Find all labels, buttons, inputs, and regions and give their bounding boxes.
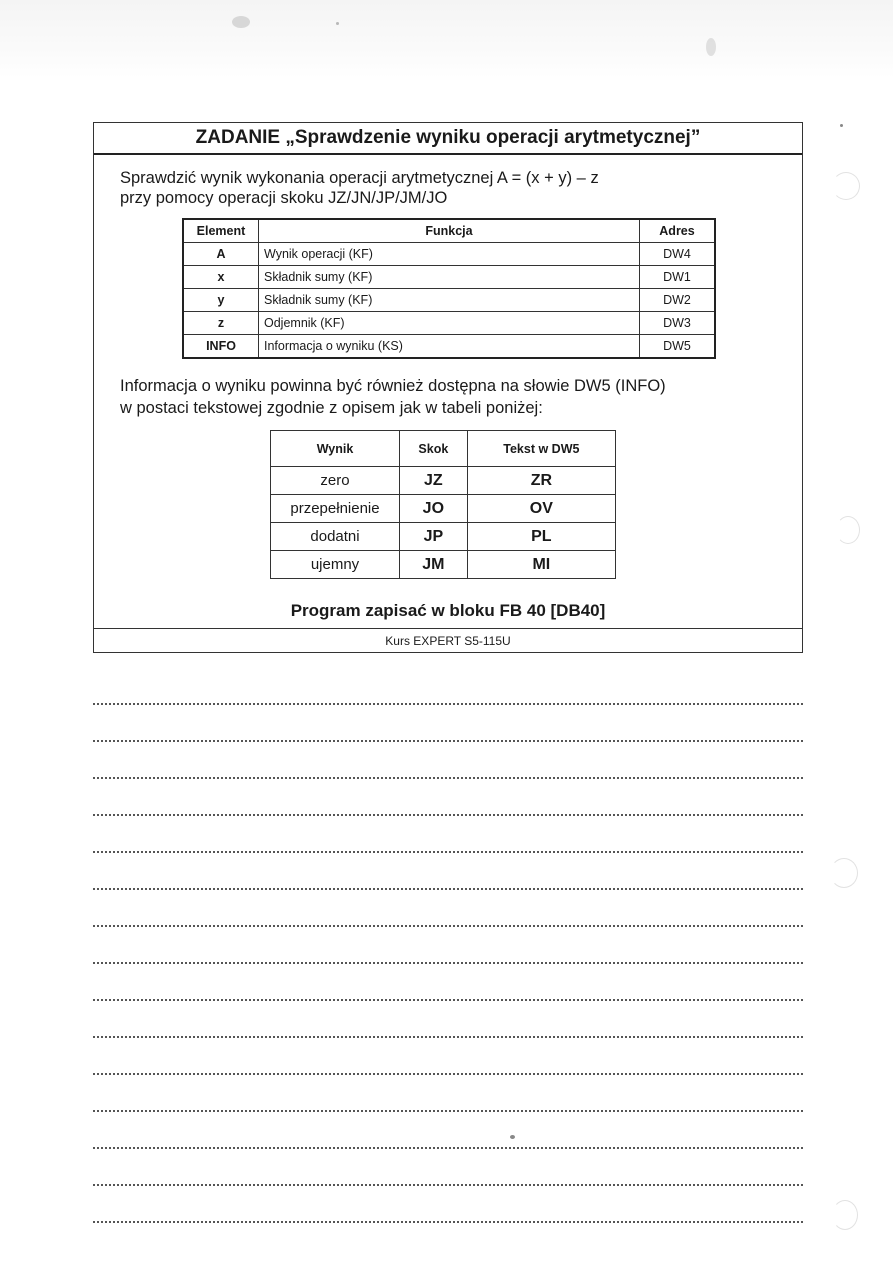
info-line1: Informacja o wyniku powinna być również dostępna na słowie DW5 (INFO) xyxy=(120,377,666,395)
writing-line xyxy=(93,1221,803,1223)
address-cell: DW4 xyxy=(640,243,716,266)
writing-line xyxy=(93,999,803,1001)
address-cell: DW3 xyxy=(640,312,716,335)
elements-table xyxy=(182,218,716,359)
jump-cell: JO xyxy=(400,495,468,523)
writing-line xyxy=(93,1147,803,1149)
table-row xyxy=(183,335,715,359)
table-row xyxy=(183,312,715,335)
table-row xyxy=(183,266,715,289)
punch-hole xyxy=(832,172,860,200)
function-cell: Składnik sumy (KF) xyxy=(259,289,640,312)
jump-cell: JZ xyxy=(400,467,468,495)
column-header-result: Wynik xyxy=(271,431,400,467)
writing-line xyxy=(93,888,803,890)
jump-cell: JM xyxy=(400,551,468,579)
writing-line xyxy=(93,851,803,853)
result-cell: zero xyxy=(271,467,400,495)
element-cell: A xyxy=(183,243,259,266)
task-intro-line2: przy pomocy operacji skoku JZ/JN/JP/JM/JO xyxy=(120,189,448,207)
table-header-row xyxy=(183,219,715,243)
element-cell: x xyxy=(183,266,259,289)
writing-line xyxy=(93,740,803,742)
text-cell: MI xyxy=(467,551,615,579)
results-table xyxy=(270,430,616,579)
result-cell: przepełnienie xyxy=(271,495,400,523)
table-row xyxy=(271,467,616,495)
jump-cell: JP xyxy=(400,523,468,551)
table-row xyxy=(271,551,616,579)
text-cell: OV xyxy=(467,495,615,523)
table-row xyxy=(183,243,715,266)
function-cell: Składnik sumy (KF) xyxy=(259,266,640,289)
table-row xyxy=(271,495,616,523)
column-header-element: Element xyxy=(183,219,259,243)
scan-speck xyxy=(706,38,716,56)
table-row xyxy=(271,523,616,551)
writing-line xyxy=(93,1184,803,1186)
scan-speck xyxy=(840,124,843,127)
table-row xyxy=(183,289,715,312)
scan-shadow xyxy=(0,0,893,78)
column-header-text: Tekst w DW5 xyxy=(467,431,615,467)
writing-line xyxy=(93,777,803,779)
table-header-row xyxy=(271,431,616,467)
scan-speck xyxy=(510,1135,515,1139)
address-cell: DW2 xyxy=(640,289,716,312)
writing-line xyxy=(93,1073,803,1075)
task-title: ZADANIE „Sprawdzenie wyniku operacji arytmetycznej” xyxy=(94,123,802,155)
punch-hole xyxy=(832,1200,858,1230)
text-cell: ZR xyxy=(467,467,615,495)
task-intro-line1: Sprawdzić wynik wykonania operacji arytmetycznej A = (x + y) – z xyxy=(120,169,599,187)
function-cell: Wynik operacji (KF) xyxy=(259,243,640,266)
function-cell: Informacja o wyniku (KS) xyxy=(259,335,640,359)
punch-hole xyxy=(836,516,860,544)
task-box xyxy=(93,122,803,653)
column-header-function: Funkcja xyxy=(259,219,640,243)
address-cell: DW1 xyxy=(640,266,716,289)
punch-hole xyxy=(830,858,858,888)
writing-line xyxy=(93,703,803,705)
column-header-address: Adres xyxy=(640,219,716,243)
scan-speck xyxy=(232,16,250,28)
program-note: Program zapisać w bloku FB 40 [DB40] xyxy=(290,601,606,620)
writing-line xyxy=(93,814,803,816)
element-cell: y xyxy=(183,289,259,312)
writing-line xyxy=(93,1036,803,1038)
function-cell: Odjemnik (KF) xyxy=(259,312,640,335)
info-line2: w postaci tekstowej zgodnie z opisem jak w tabeli poniżej: xyxy=(120,399,543,417)
writing-line xyxy=(93,1110,803,1112)
element-cell: INFO xyxy=(183,335,259,359)
text-cell: PL xyxy=(467,523,615,551)
result-cell: ujemny xyxy=(271,551,400,579)
element-cell: z xyxy=(183,312,259,335)
column-header-jump: Skok xyxy=(400,431,468,467)
result-cell: dodatni xyxy=(271,523,400,551)
writing-line xyxy=(93,925,803,927)
writing-line xyxy=(93,962,803,964)
scan-speck xyxy=(336,22,339,25)
address-cell: DW5 xyxy=(640,335,716,359)
course-footer: Kurs EXPERT S5-115U xyxy=(94,628,802,653)
